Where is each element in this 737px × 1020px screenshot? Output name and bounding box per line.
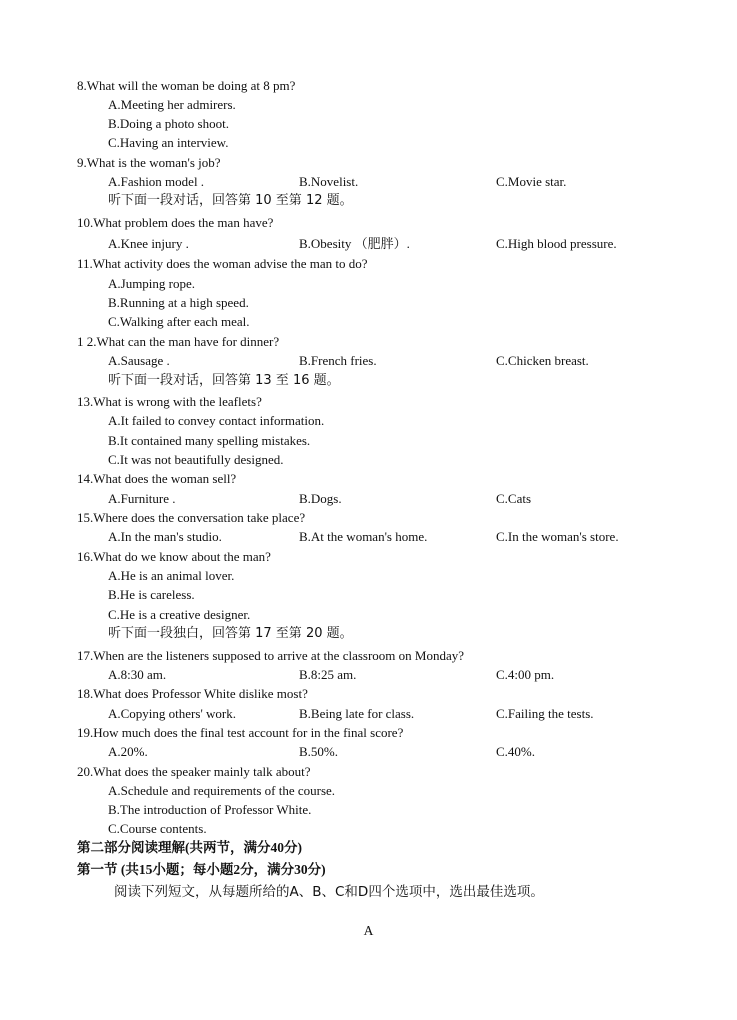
option-13c: C.It was not beautifully designed.	[108, 452, 284, 467]
part2-section1-heading: 第一节 (共15小题；每小题2分，满分30分)	[77, 862, 326, 877]
option-10b: B.Obesity （肥胖）.	[299, 236, 410, 251]
option-20b: B.The introduction of Professor White.	[108, 802, 312, 817]
option-19c: C.40%.	[496, 744, 535, 759]
question-12: 1 2.What can the man have for dinner?	[77, 334, 280, 349]
option-8a: A.Meeting her admirers.	[108, 97, 236, 112]
passage-label: A	[363, 923, 374, 938]
reading-instruction: 阅读下列短文，从每题所给的A、B、C和D四个选项中，选出最佳选项。	[114, 884, 544, 900]
option-12b: B.French fries.	[299, 353, 377, 368]
option-16b: B.He is careless.	[108, 587, 195, 602]
question-9: 9.What is the woman's job?	[77, 155, 221, 170]
option-15c: C.In the woman's store.	[496, 529, 619, 544]
option-12c: C.Chicken breast.	[496, 353, 589, 368]
option-18c: C.Failing the tests.	[496, 706, 594, 721]
question-20: 20.What does the speaker mainly talk about?	[77, 764, 311, 779]
option-14a: A.Furniture .	[108, 491, 176, 506]
question-13: 13.What is wrong with the leaflets?	[77, 394, 262, 409]
option-20c: C.Course contents.	[108, 821, 207, 836]
option-17c: C.4:00 pm.	[496, 667, 555, 682]
option-15a: A.In the man's studio.	[108, 529, 222, 544]
question-18: 18.What does Professor White dislike most?	[77, 686, 308, 701]
question-16: 16.What do we know about the man?	[77, 549, 271, 564]
option-17b: B.8:25 am.	[299, 667, 357, 682]
question-19: 19.How much does the final test account for in the final score?	[77, 725, 404, 740]
option-11b: B.Running at a high speed.	[108, 295, 249, 310]
option-17a: A.8:30 am.	[108, 667, 167, 682]
option-10c: C.High blood pressure.	[496, 236, 617, 251]
option-12a: A.Sausage .	[108, 353, 170, 368]
option-19a: A.20%.	[108, 744, 148, 759]
listening-instruction-13-16: 听下面一段对话，回答第 13 至 16 题。	[108, 373, 340, 388]
question-8: 8.What will the woman be doing at 8 pm?	[77, 78, 296, 93]
option-16a: A.He is an animal lover.	[108, 568, 235, 583]
option-13a: A.It failed to convey contact information.	[108, 413, 325, 428]
question-14: 14.What does the woman sell?	[77, 471, 237, 486]
option-14b: B.Dogs.	[299, 491, 342, 506]
option-14c: C.Cats	[496, 491, 532, 506]
question-15: 15.Where does the conversation take place?	[77, 510, 306, 525]
option-9c: C.Movie star.	[496, 174, 567, 189]
listening-instruction-10-12: 听下面一段对话，回答第 10 至第 12 题。	[108, 193, 353, 208]
option-20a: A.Schedule and requirements of the course.	[108, 783, 336, 798]
option-8c: C.Having an interview.	[108, 135, 229, 150]
option-11a: A.Jumping rope.	[108, 276, 196, 291]
question-17: 17.When are the listeners supposed to arrive at the classroom on Monday?	[77, 648, 464, 663]
option-18b: B.Being late for class.	[299, 706, 415, 721]
option-8b: B.Doing a photo shoot.	[108, 116, 229, 131]
option-19b: B.50%.	[299, 744, 338, 759]
option-15b: B.At the woman's home.	[299, 529, 428, 544]
option-16c: C.He is a creative designer.	[108, 607, 251, 622]
option-9b: B.Novelist.	[299, 174, 359, 189]
option-11c: C.Walking after each meal.	[108, 314, 250, 329]
option-10a: A.Knee injury .	[108, 236, 189, 251]
option-18a: A.Copying others' work.	[108, 706, 237, 721]
option-9a: A.Fashion model .	[108, 174, 205, 189]
question-11: 11.What activity does the woman advise the man to do?	[77, 256, 368, 271]
option-13b: B.It contained many spelling mistakes.	[108, 433, 311, 448]
part2-title: 第二部分阅读理解(共两节，满分40分)	[77, 840, 302, 855]
question-10: 10.What problem does the man have?	[77, 215, 274, 230]
listening-instruction-17-20: 听下面一段独白，回答第 17 至第 20 题。	[108, 626, 353, 641]
